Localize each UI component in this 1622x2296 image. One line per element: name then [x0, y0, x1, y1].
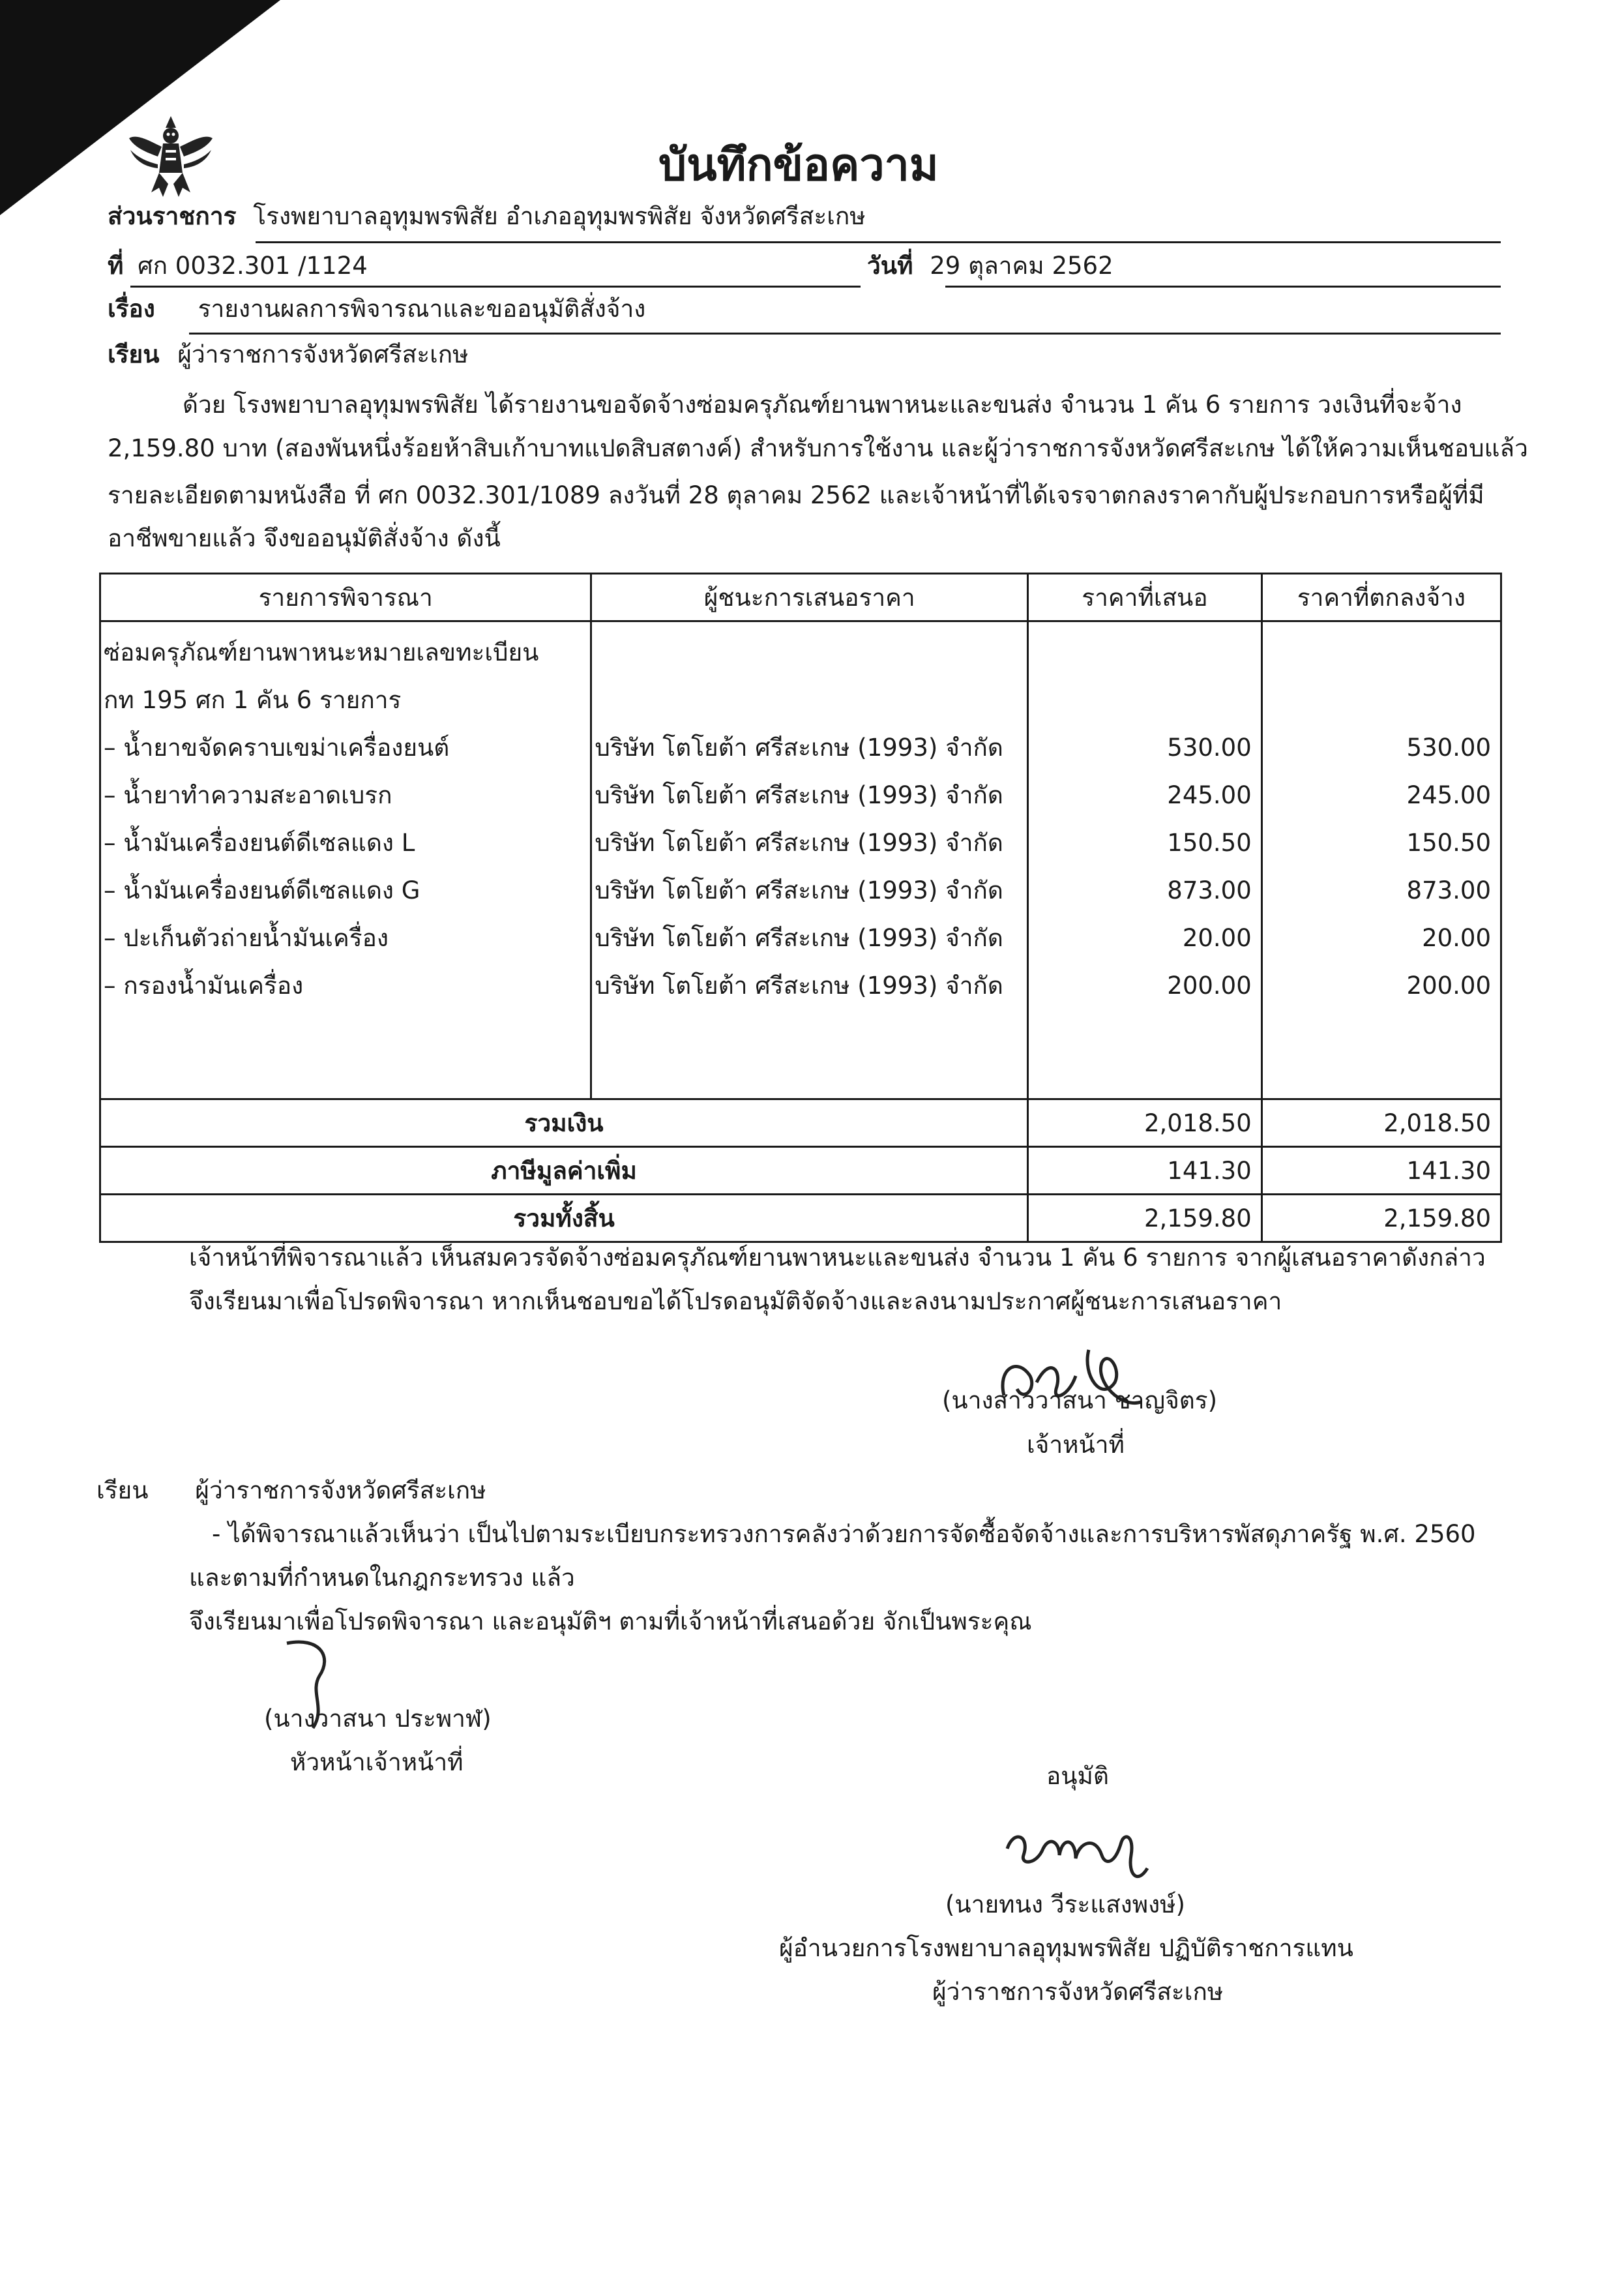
- offered-price: 20.00: [1182, 924, 1252, 952]
- to-label: เรียน: [108, 340, 160, 368]
- garuda-emblem-icon: [125, 111, 216, 202]
- table-body-row: [100, 621, 1501, 1099]
- agreed-price-column: [1261, 621, 1501, 1099]
- vat-agreed: 141.30: [1261, 1147, 1501, 1195]
- agency-underline: [256, 241, 1501, 243]
- agency-value: โรงพยาบาลอุทุมพรพิสัย อำเภออุทุมพรพิสัย จังหวัดศรีสะเกษ: [253, 202, 866, 230]
- vat-label: ภาษีมูลค่าเพิ่ม: [100, 1147, 1028, 1195]
- total-agreed: 2,159.80: [1261, 1195, 1501, 1242]
- subtotal-agreed: 2,018.50: [1261, 1099, 1501, 1147]
- agreed-price: 150.50: [1406, 829, 1491, 857]
- total-row: [100, 1195, 1501, 1242]
- vendor-name: บริษัท โตโยต้า ศรีสะเกษ (1993) จำกัด: [595, 972, 1003, 1000]
- subject-value: รายงานผลการพิจารณาและขออนุมัติสั่งจ้าง: [198, 295, 646, 323]
- offered-price: 150.50: [1167, 829, 1252, 857]
- memo2-to-value: ผู้ว่าราชการจังหวัดศรีสะเกษ: [195, 1476, 486, 1504]
- vendor-name: บริษัท โตโยต้า ศรีสะเกษ (1993) จำกัด: [595, 924, 1003, 952]
- vat-row: [100, 1147, 1501, 1195]
- intro-line-2: 2,159.80 บาท (สองพันหนึ่งร้อยห้าสิบเก้าบาทแปดสิบสตางค์) สำหรับการใช้งาน และผู้ว่าราชการจังหวัดศรีสะเกษ ได้ให้ความเห็นชอบแล้ว: [108, 434, 1528, 462]
- head-officer-position: หัวหน้าเจ้าหน้าที่: [290, 1748, 464, 1776]
- agreed-price: 245.00: [1406, 781, 1491, 809]
- item-name: – ปะเก็นตัวถ่ายน้ำมันเครื่อง: [104, 924, 389, 952]
- agreed-price: 530.00: [1406, 734, 1491, 762]
- memo2-line-3: จึงเรียนมาเพื่อโปรดพิจารณา และอนุมัติฯ ตามที่เจ้าหน้าที่เสนอด้วย จักเป็นพระคุณ: [189, 1607, 1032, 1635]
- ref-underline: [130, 286, 861, 288]
- offered-price: 245.00: [1167, 781, 1252, 809]
- date-value: 29 ตุลาคม 2562: [930, 252, 1113, 280]
- director-name: (นายทนง วีระแสงพงษ์): [945, 1890, 1185, 1918]
- item-name: – น้ำยาขจัดคราบเขม่าเครื่องยนต์: [104, 734, 450, 762]
- director-position-2: ผู้ว่าราชการจังหวัดศรีสะเกษ: [932, 1978, 1224, 2006]
- agreed-price: 873.00: [1406, 876, 1491, 904]
- officer-name: (นางสาววาสนา ชาญจิตร): [942, 1386, 1218, 1414]
- item-description-1: ซ่อมครุภัณฑ์ยานพาหนะหมายเลขทะเบียน: [104, 638, 539, 666]
- officer-position: เจ้าหน้าที่: [1027, 1431, 1125, 1459]
- header-offered-price: ราคาที่เสนอ: [1028, 574, 1262, 621]
- header-agreed-price: ราคาที่ตกลงจ้าง: [1261, 574, 1501, 621]
- date-label: วันที่: [867, 252, 913, 280]
- conclusion-line-1: เจ้าหน้าที่พิจารณาแล้ว เห็นสมควรจัดจ้างซ่อมครุภัณฑ์ยานพาหนะและขนส่ง จำนวน 1 คัน 6 รายการ จากผู้เสนอราคาดังกล่าว: [189, 1244, 1486, 1272]
- agreed-price: 200.00: [1406, 972, 1491, 1000]
- vendor-name: บริษัท โตโยต้า ศรีสะเกษ (1993) จำกัด: [595, 829, 1003, 857]
- memo2-to-label: เรียน: [96, 1476, 149, 1504]
- table-header-row: [100, 574, 1501, 621]
- subtotal-row: [100, 1099, 1501, 1147]
- item-name: – น้ำยาทำความสะอาดเบรก: [104, 781, 392, 809]
- subtotal-label: รวมเงิน: [100, 1099, 1028, 1147]
- vendor-column: [591, 621, 1028, 1099]
- ref-value: ศก 0032.301 /1124: [138, 252, 368, 280]
- director-signature: [997, 1803, 1167, 1888]
- item-description-2: กท 195 ศก 1 คัน 6 รายการ: [104, 686, 402, 714]
- item-name: – น้ำมันเครื่องยนต์ดีเซลแดง G: [104, 876, 420, 904]
- offered-price-column: [1028, 621, 1262, 1099]
- subject-underline: [189, 333, 1501, 335]
- header-item: รายการพิจารณา: [100, 574, 591, 621]
- subtotal-offered: 2,018.50: [1028, 1099, 1262, 1147]
- to-value: ผู้ว่าราชการจังหวัดศรีสะเกษ: [177, 340, 469, 368]
- vendor-name: บริษัท โตโยต้า ศรีสะเกษ (1993) จำกัด: [595, 876, 1003, 904]
- director-position-1: ผู้อำนวยการโรงพยาบาลอุทุมพรพิสัย ปฏิบัติราชการแทน: [779, 1934, 1353, 1962]
- vendor-name: บริษัท โตโยต้า ศรีสะเกษ (1993) จำกัด: [595, 781, 1003, 809]
- total-label: รวมทั้งสิ้น: [100, 1195, 1028, 1242]
- total-offered: 2,159.80: [1028, 1195, 1262, 1242]
- offered-price: 873.00: [1167, 876, 1252, 904]
- head-officer-name: (นางวาสนา ประพาฬ): [264, 1705, 492, 1733]
- offered-price: 200.00: [1167, 972, 1252, 1000]
- header-vendor: ผู้ชนะการเสนอราคา: [591, 574, 1028, 621]
- offered-price: 530.00: [1167, 734, 1252, 762]
- conclusion-line-2: จึงเรียนมาเพื่อโปรดพิจารณา หากเห็นชอบขอได้โปรดอนุมัติจัดจ้างและลงนามประกาศผู้ชนะการเสนอราคา: [189, 1287, 1282, 1315]
- intro-line-1: ด้วย โรงพยาบาลอุทุมพรพิสัย ได้รายงานขอจัดจ้างซ่อมครุภัณฑ์ยานพาหนะและขนส่ง จำนวน 1 คัน 6 รายการ วงเงินที่จะจ้าง: [183, 391, 1462, 419]
- agency-label: ส่วนราชการ: [108, 202, 237, 230]
- intro-line-3: รายละเอียดตามหนังสือ ที่ ศก 0032.301/1089 ลงวันที่ 28 ตุลาคม 2562 และเจ้าหน้าที่ได้เจรจาตกลงราคากับผู้ประกอบการหรือผู้ที่มี: [108, 481, 1484, 509]
- subject-label: เรื่อง: [108, 295, 155, 323]
- vendor-name: บริษัท โตโยต้า ศรีสะเกษ (1993) จำกัด: [595, 734, 1003, 762]
- agreed-price: 20.00: [1422, 924, 1491, 952]
- approval-label: อนุมัติ: [1046, 1762, 1109, 1790]
- memo2-line-1: - ได้พิจารณาแล้วเห็นว่า เป็นไปตามระเบียบกระทรวงการคลังว่าด้วยการจัดซื้อจัดจ้างและการบริหารพัสดุภาครัฐ พ.ศ. 2560: [212, 1520, 1476, 1548]
- items-table: [99, 573, 1502, 1243]
- intro-line-4: อาชีพขายแล้ว จึงขออนุมัติสั่งจ้าง ดังนี้: [108, 524, 501, 552]
- ref-label: ที่: [108, 252, 124, 280]
- memo2-line-2: และตามที่กำหนดในกฎกระทรวง แล้ว: [189, 1564, 575, 1592]
- items-column: [100, 621, 591, 1099]
- item-name: – น้ำมันเครื่องยนต์ดีเซลแดง L: [104, 829, 415, 857]
- document-title: บันทึกข้อความ: [658, 140, 939, 191]
- vat-offered: 141.30: [1028, 1147, 1262, 1195]
- date-underline: [945, 286, 1501, 288]
- item-name: – กรองน้ำมันเครื่อง: [104, 972, 304, 1000]
